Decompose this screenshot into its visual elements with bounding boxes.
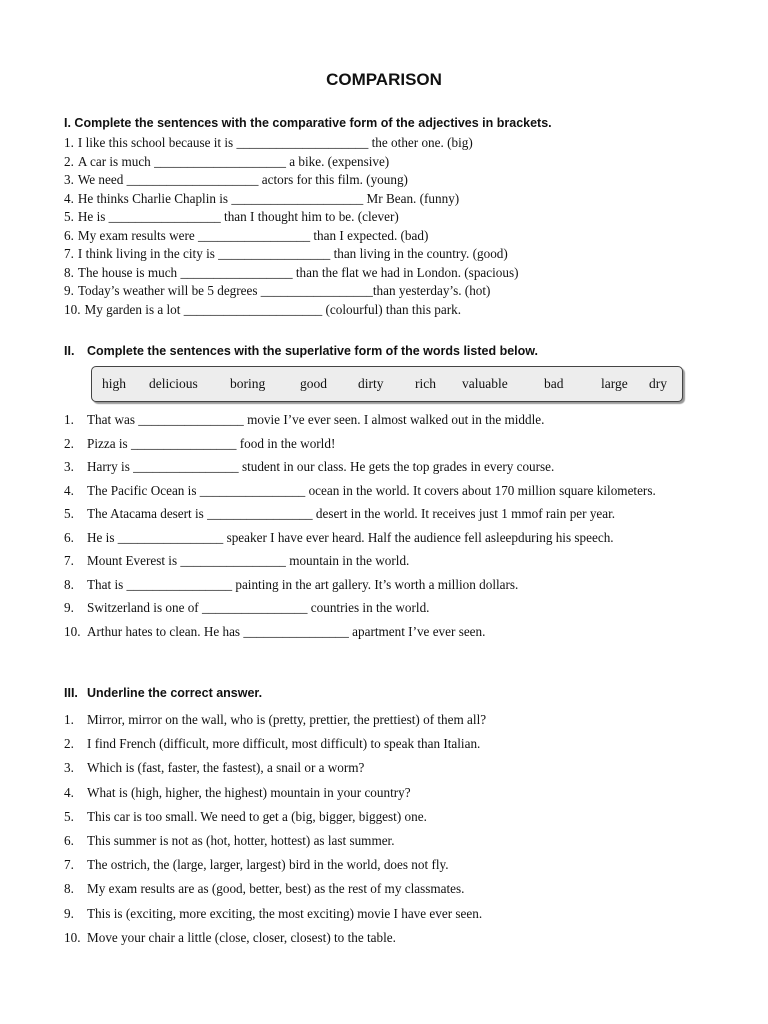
item-number: 1. — [64, 712, 74, 727]
item-text: I find French (difficult, more difficult, most difficult) to speak than Italian. — [87, 736, 481, 752]
list-item — [64, 624, 714, 639]
item-text: I think living in the city is _________________ than living in the country. (good) — [77, 246, 508, 261]
section-1-heading: I. Complete the sentences with the comparative form of the adjectives in brackets. — [64, 116, 552, 130]
item-number: 10. — [64, 301, 81, 317]
item-text: Harry is ________________ student in our class. He gets the top grades in every course. — [87, 459, 555, 474]
list-item — [64, 412, 714, 427]
list-item — [64, 930, 714, 945]
item-text: Pizza is ________________ food in the world! — [87, 435, 336, 451]
item-number: 9. — [64, 905, 74, 921]
item-number: 6. — [64, 832, 74, 848]
item-number: 6. — [64, 227, 74, 243]
list-item — [64, 785, 714, 800]
list-item — [64, 171, 714, 190]
section-number: III. — [64, 686, 78, 700]
item-text: A car is much ____________________ a bike. (expensive) — [77, 153, 390, 169]
word-bank-item: good — [300, 376, 327, 391]
item-number: 9. — [64, 283, 74, 298]
list-item — [64, 881, 714, 896]
list-item — [64, 208, 714, 227]
item-number: 10. — [64, 929, 81, 945]
item-number: 7. — [64, 246, 74, 261]
list-item — [64, 301, 714, 320]
list-item — [64, 190, 714, 209]
item-number: 8. — [64, 264, 74, 280]
list-item — [64, 857, 714, 872]
item-text: That was ________________ movie I’ve ever seen. I almost walked out in the middle. — [87, 412, 545, 427]
list-item — [64, 809, 714, 824]
item-number: 8. — [64, 576, 74, 592]
item-text: My garden is a lot _____________________ (colourful) than this park. — [84, 301, 462, 317]
item-text: Switzerland is one of ________________ countries in the world. — [87, 600, 430, 615]
item-text: The house is much _________________ than the flat we had in London. (spacious) — [77, 264, 519, 280]
item-number: 5. — [64, 506, 74, 521]
word-bank-item: delicious — [149, 376, 198, 391]
item-number: 3. — [64, 459, 74, 474]
item-number: 3. — [64, 172, 74, 187]
word-bank-item: high — [102, 376, 127, 391]
item-text: Today’s weather will be 5 degrees _________________than yesterday’s. (hot) — [77, 283, 491, 298]
section-2-list — [64, 412, 714, 639]
word-bank-item: dry — [649, 376, 667, 391]
list-item — [64, 459, 714, 474]
item-number: 10. — [64, 623, 81, 639]
list-item — [64, 483, 714, 498]
item-text: This summer is not as (hot, hotter, hottest) as last summer. — [87, 832, 395, 848]
list-item — [64, 712, 714, 727]
item-number: 8. — [64, 881, 74, 897]
list-item — [64, 760, 714, 775]
item-text: Which is (fast, faster, the fastest), a snail or a worm? — [87, 760, 365, 776]
word-bank-item: bad — [544, 376, 564, 391]
word-bank-item: boring — [230, 376, 266, 391]
item-number: 7. — [64, 857, 74, 873]
section-2-heading — [64, 344, 538, 358]
list-item — [64, 436, 714, 451]
section-heading-text: Complete the sentences with the superlative form of the words listed below. — [87, 344, 539, 358]
item-text: He is ________________ speaker I have ever heard. Half the audience fell asleepduring his speech. — [87, 529, 614, 545]
item-number: 4. — [64, 784, 74, 800]
section-3-list — [64, 712, 714, 945]
list-item — [64, 600, 714, 615]
page-title: COMPARISON — [326, 70, 442, 89]
word-bank-item: rich — [415, 376, 436, 391]
section-3-heading — [64, 686, 262, 700]
item-text: I like this school because it is ____________________ the other one. (big) — [77, 135, 473, 150]
item-number: 9. — [64, 600, 74, 615]
word-bank-item: large — [601, 376, 628, 391]
item-text: My exam results were _________________ than I expected. (bad) — [77, 227, 429, 243]
list-item — [64, 264, 714, 283]
item-text: What is (high, higher, the highest) mountain in your country? — [87, 784, 411, 800]
item-text: Arthur hates to clean. He has ________________ apartment I’ve ever seen. — [87, 623, 486, 639]
word-bank-box — [91, 366, 683, 402]
item-text: We need ____________________ actors for this film. (young) — [77, 172, 408, 187]
section-heading-text: Underline the correct answer. — [87, 686, 263, 700]
list-item — [64, 134, 714, 153]
item-number: 3. — [64, 760, 74, 776]
section-number: II. — [64, 344, 75, 358]
word-bank-item: dirty — [358, 376, 384, 391]
item-text: Mirror, mirror on the wall, who is (pretty, prettier, the prettiest) of them all? — [87, 712, 487, 727]
list-item — [64, 553, 714, 568]
item-number: 5. — [64, 209, 74, 224]
list-item — [64, 577, 714, 592]
item-text: The Atacama desert is ________________ desert in the world. It receives just 1 mmof rain per year. — [87, 506, 616, 521]
list-item — [64, 530, 714, 545]
item-text: This car is too small. We need to get a (big, bigger, biggest) one. — [87, 808, 427, 824]
item-number: 1. — [64, 412, 74, 427]
item-text: He is _________________ than I thought him to be. (clever) — [77, 209, 399, 224]
item-text: The ostrich, the (large, larger, largest) bird in the world, does not fly. — [87, 857, 449, 873]
item-number: 7. — [64, 553, 74, 568]
word-bank-item: valuable — [462, 376, 508, 391]
item-number: 4. — [64, 190, 74, 206]
list-item — [64, 153, 714, 172]
list-item — [64, 282, 714, 301]
item-text: My exam results are as (good, better, best) as the rest of my classmates. — [87, 881, 465, 897]
item-text: The Pacific Ocean is ________________ ocean in the world. It covers about 170 million square kilometers. — [87, 482, 656, 498]
item-text: This is (exciting, more exciting, the most exciting) movie I have ever seen. — [87, 905, 483, 921]
item-text: He thinks Charlie Chaplin is ____________________ Mr Bean. (funny) — [77, 190, 460, 206]
item-text: Move your chair a little (close, closer, closest) to the table. — [87, 929, 396, 945]
item-number: 5. — [64, 808, 74, 824]
item-number: 2. — [64, 153, 74, 169]
item-number: 2. — [64, 435, 74, 451]
list-item — [64, 227, 714, 246]
item-text: That is ________________ painting in the art gallery. It’s worth a million dollars. — [87, 576, 519, 592]
section-1-list — [64, 134, 714, 319]
list-item — [64, 506, 714, 521]
list-item — [64, 736, 714, 751]
item-number: 1. — [64, 135, 74, 150]
item-text: Mount Everest is ________________ mountain in the world. — [87, 553, 410, 568]
item-number: 6. — [64, 529, 74, 545]
list-item — [64, 906, 714, 921]
list-item — [64, 833, 714, 848]
list-item — [64, 245, 714, 264]
item-number: 4. — [64, 482, 74, 498]
item-number: 2. — [64, 736, 74, 752]
